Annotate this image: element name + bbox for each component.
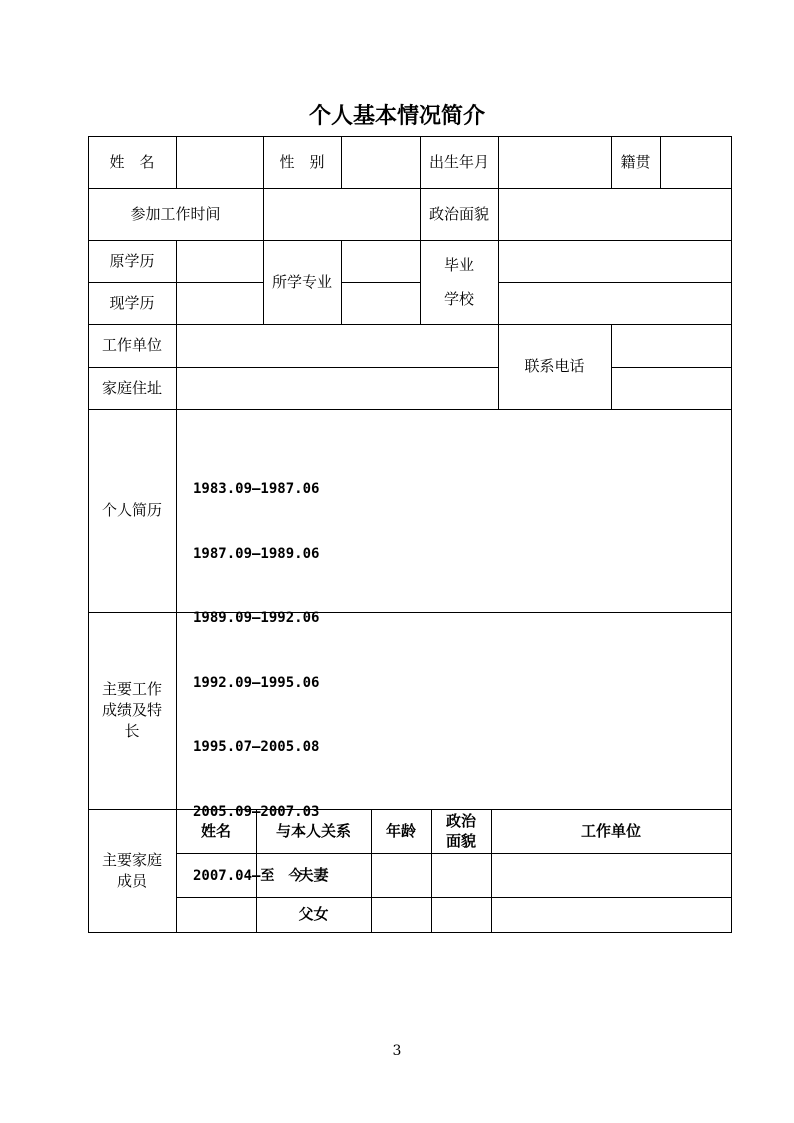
family-row2-political-field[interactable] xyxy=(431,897,491,932)
current-school-field[interactable] xyxy=(498,282,731,324)
family-row2-employer-field[interactable] xyxy=(491,897,731,932)
achievements-field[interactable] xyxy=(176,612,731,809)
achievements-label-line3: 长 xyxy=(124,722,140,740)
resume-entry: 1989.09—1992.06 xyxy=(193,610,320,626)
resume-entry: 1983.09—1987.06 xyxy=(193,481,320,497)
family-header-political xyxy=(431,809,491,853)
political-status-field[interactable] xyxy=(498,188,731,240)
phone-label: 联系电话 xyxy=(524,357,585,375)
current-education-field[interactable] xyxy=(176,282,263,324)
family-row1-age-field[interactable] xyxy=(371,853,431,897)
family-label-line1: 主要家庭 xyxy=(101,850,162,869)
employer-label: 工作单位 xyxy=(101,336,162,354)
political-status-label: 政治面貌 xyxy=(428,204,489,223)
family-row1-name-field[interactable] xyxy=(176,853,256,897)
phone-field-1[interactable] xyxy=(611,324,731,367)
original-education-field[interactable] xyxy=(176,240,263,282)
phone-field-2[interactable] xyxy=(611,367,731,409)
native-place-label: 籍贯 xyxy=(620,152,651,171)
major-label: 所学专业 xyxy=(271,272,332,291)
birth-date-label: 出生年月 xyxy=(428,152,489,171)
original-major-field[interactable] xyxy=(341,240,420,282)
family-header-relation: 与本人关系 xyxy=(275,821,351,840)
family-row1-relation: 夫妻 xyxy=(298,865,329,884)
resume-entry: 1995.07—2005.08 xyxy=(193,739,320,755)
family-header-employer: 工作单位 xyxy=(580,821,641,840)
resume-entry: 1987.09—1989.06 xyxy=(193,545,320,562)
graduate-label-line2: 学校 xyxy=(443,290,474,308)
achievements-label-line2: 成绩及特 xyxy=(101,701,162,719)
name-label: 姓 名 xyxy=(109,152,155,171)
family-row1-political-field[interactable] xyxy=(431,853,491,897)
graduate-label-line1: 毕业 xyxy=(443,256,474,274)
achievements-label xyxy=(88,612,176,809)
name-field[interactable] xyxy=(176,136,263,188)
work-start-field[interactable] xyxy=(263,188,420,240)
original-school-field[interactable] xyxy=(498,240,731,282)
home-address-field[interactable] xyxy=(176,367,498,409)
work-start-label: 参加工作时间 xyxy=(130,204,221,223)
employer-field[interactable] xyxy=(176,324,498,367)
original-education-label: 原学历 xyxy=(109,251,155,270)
birth-date-field[interactable] xyxy=(498,136,611,188)
family-row2-age-field[interactable] xyxy=(371,897,431,932)
resume-entry: 1992.09—1995.06 xyxy=(193,674,320,691)
resume-entry: 2005.09—2007.03 xyxy=(193,803,320,820)
current-education-label: 现学历 xyxy=(109,293,155,312)
family-row1-employer-field[interactable] xyxy=(491,853,731,897)
native-place-field[interactable] xyxy=(660,136,731,188)
family-row2-relation: 父女 xyxy=(298,905,329,923)
achievements-label-line1: 主要工作 xyxy=(101,680,162,698)
current-major-field[interactable] xyxy=(341,282,420,324)
resume-entry: 2007.04—至 今 xyxy=(193,868,303,884)
home-address-label: 家庭住址 xyxy=(101,378,162,397)
resume-label: 个人简历 xyxy=(101,501,162,519)
family-members-label xyxy=(88,809,176,932)
family-header-name: 姓名 xyxy=(200,821,231,840)
family-row2-name-field[interactable] xyxy=(176,897,256,932)
graduate-school-label xyxy=(420,240,498,324)
family-header-political-line1: 政治 xyxy=(445,812,476,830)
page-title: 个人基本情况简介 xyxy=(308,103,485,129)
family-label-line2: 成员 xyxy=(116,871,147,890)
page-number: 3 xyxy=(392,1043,402,1059)
gender-field[interactable] xyxy=(341,136,420,188)
family-header-political-line2: 面貌 xyxy=(445,832,476,850)
gender-label: 性 别 xyxy=(279,152,325,171)
family-header-age: 年龄 xyxy=(385,821,416,840)
